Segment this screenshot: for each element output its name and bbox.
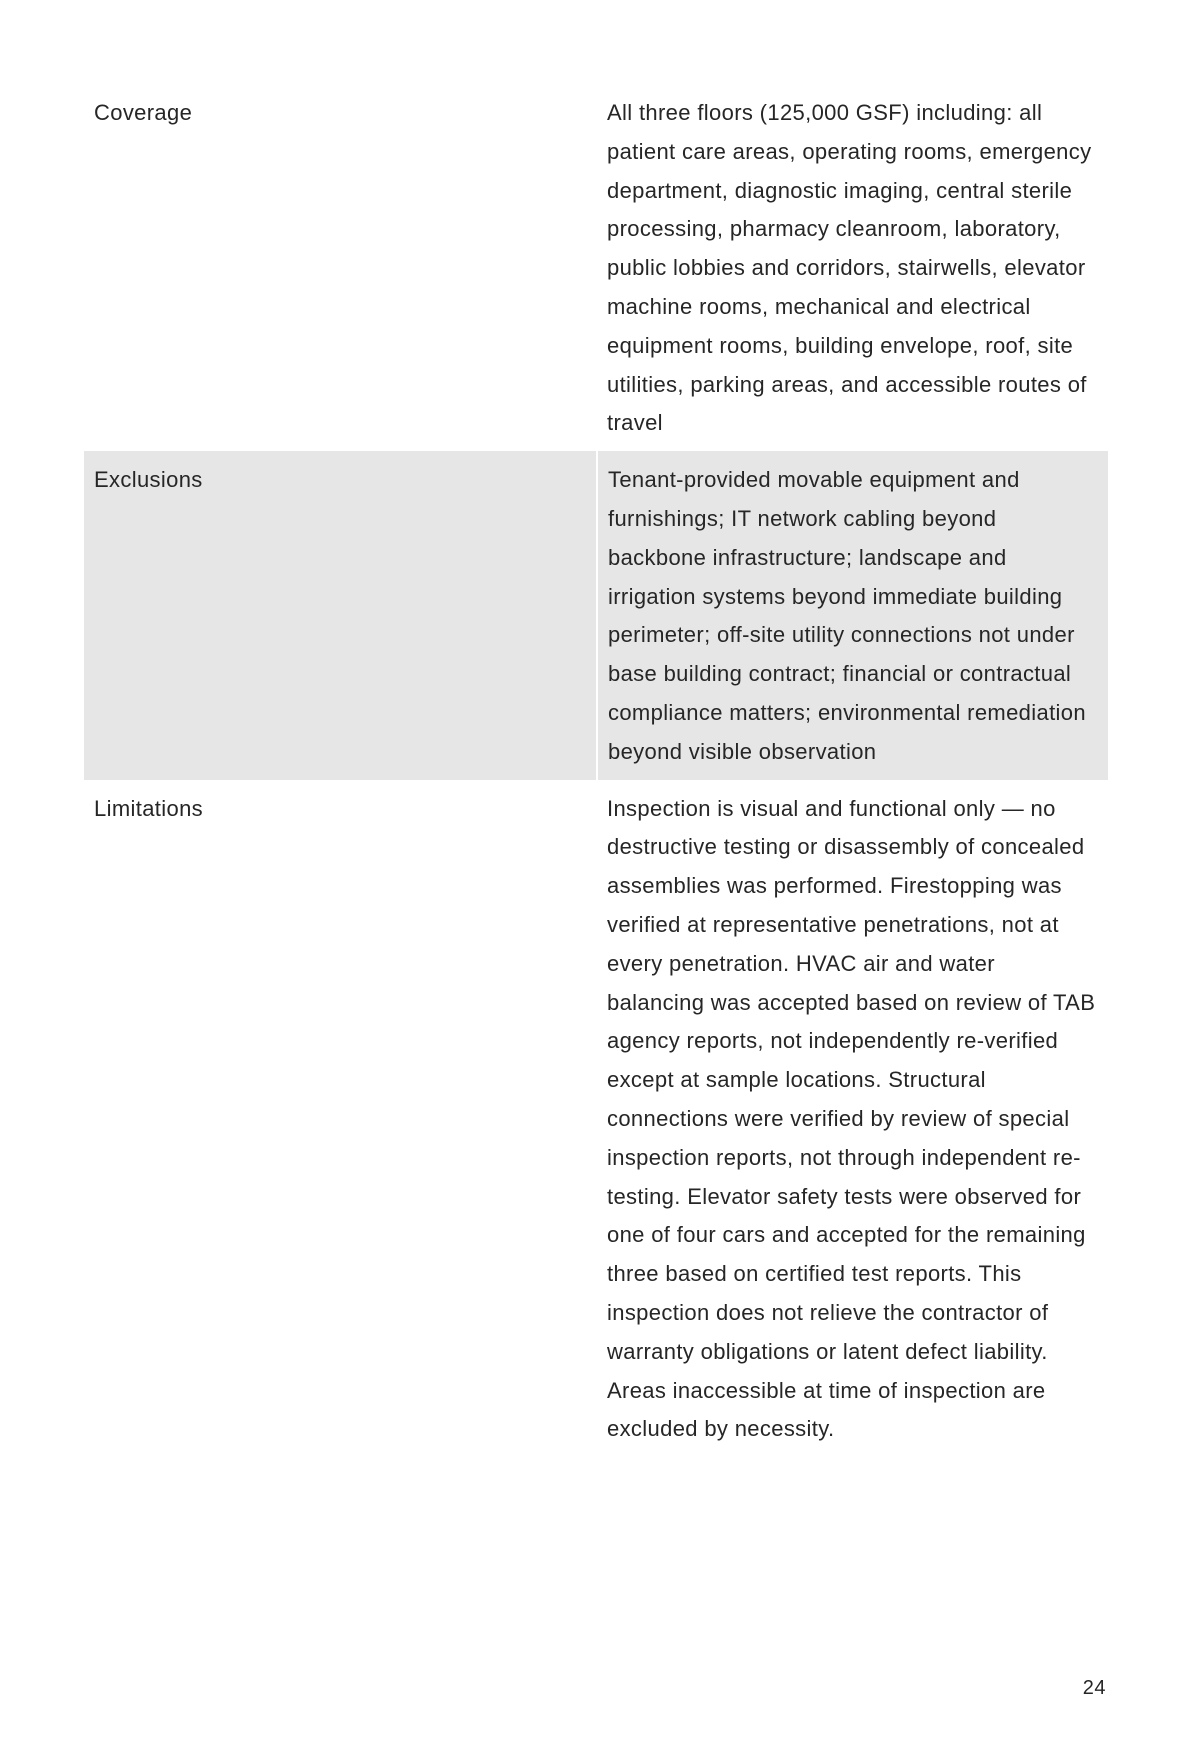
table-row-coverage: [84, 84, 1108, 451]
page-number: 24: [1082, 1677, 1106, 1699]
row-value: Inspection is visual and functional only — no destructive testing or disassembly of concealed assemblies was performed. Firestopping was verified at representative penetrations, not at every penetration. HVAC air and water balancing was accepted based on review of TAB agency reports, not independently re-verified except at sample locations. Structural connections were verified by review of special inspection reports, not through independent re-testing. Elevator safety tests were observed for one of four cars and accepted for the remaining three based on certified test reports. This inspection does not relieve the contractor of warranty obligations or latent defect liability. Areas inaccessible at time of inspection are excluded by necessity.: [607, 795, 1096, 1442]
row-label: Exclusions: [84, 451, 597, 779]
table-row-limitations: [84, 780, 1108, 1458]
row-label: Coverage: [94, 100, 193, 125]
row-value: All three floors (125,000 GSF) including: all patient care areas, operating rooms, emergency department, diagnostic imaging, central sterile processing, pharmacy cleanroom, laboratory, public lobbies and corridors, stairwells, elevator machine rooms, mechanical and electrical equipment rooms, building envelope, roof, site utilities, parking areas, and accessible routes of travel: [607, 100, 1092, 436]
scope-table: [84, 84, 1108, 1457]
row-label: Limitations: [94, 795, 204, 821]
table-row-exclusions: [84, 451, 1108, 779]
row-value: Tenant-provided movable equipment and furnishings; IT network cabling beyond backbone infrastructure; landscape and irrigation systems beyond immediate building perimeter; off-site utility connections not under base building contract; financial or contractual compliance matters; environmental remediation beyond visible observation: [597, 451, 1108, 779]
